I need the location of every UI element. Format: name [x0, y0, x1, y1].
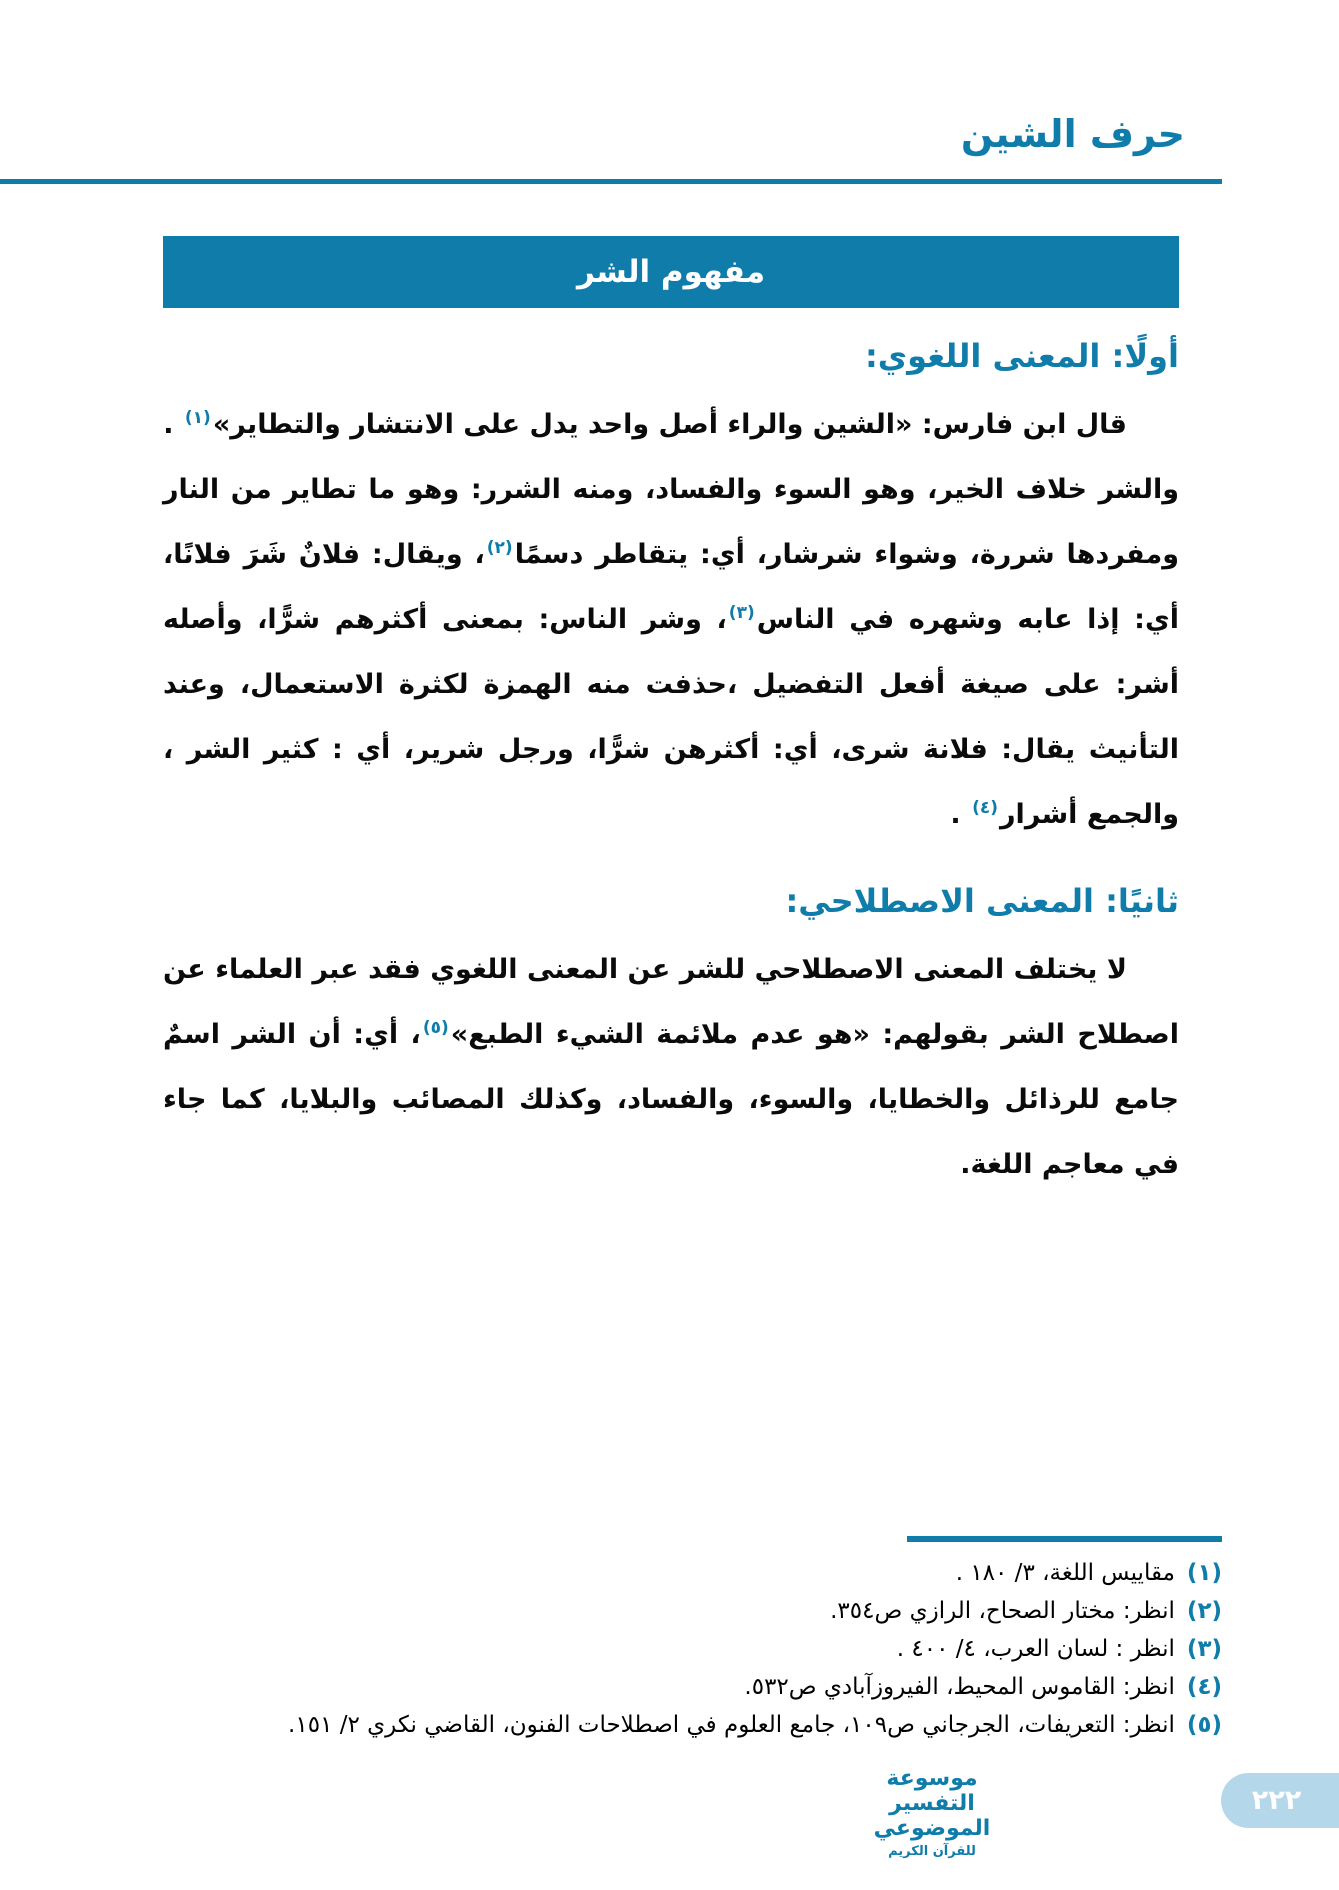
footnote-item — [160, 1554, 1222, 1592]
section-heading: أولًا: المعنى اللغوي: — [865, 337, 1179, 375]
page-content — [163, 330, 1179, 1197]
footnote-text: مقاييس اللغة، ٣/ ١٨٠ . — [955, 1560, 1175, 1586]
footnote-number: (٢) — [1186, 1598, 1222, 1624]
banner-title: مفهوم الشر — [577, 254, 766, 290]
footnote-item — [160, 1630, 1222, 1668]
footnote-ref: (٥) — [422, 1018, 449, 1038]
footnote-ref: (٤) — [972, 798, 999, 818]
footnote-text: انظر: التعريفات، الجرجاني ص١٠٩، جامع العلوم في اصطلاحات الفنون، القاضي نكري ٢/ ١٥١. — [288, 1712, 1175, 1738]
logo-subtitle: للقرآن الكريم — [888, 1844, 976, 1859]
chapter-heading: حرف الشين — [960, 112, 1185, 156]
footnote-text: انظر: القاموس المحيط، الفيروزآبادي ص٥٣٢. — [744, 1674, 1175, 1700]
footnote-number: (٣) — [1186, 1636, 1222, 1662]
header-divider — [0, 179, 1222, 184]
footnote-number: (٥) — [1186, 1712, 1222, 1738]
footnote-item — [160, 1668, 1222, 1706]
footnotes — [160, 1554, 1222, 1744]
footnote-number: (٤) — [1186, 1674, 1222, 1700]
page-number: ٢٢٢ — [1251, 1785, 1302, 1816]
section-banner — [163, 236, 1179, 308]
footnote-ref: (١) — [184, 408, 211, 428]
section-heading: ثانيًا: المعنى الاصطلاحي: — [785, 882, 1179, 920]
footnote-item — [160, 1706, 1222, 1744]
paragraph: والشر خلاف الخير، وهو السوء والفساد، ومنه الشرر: وهو ما تطاير من النار ومفردها شررة، وشواء شرشار، أي: يتقاطر دسمًا$^{(٢)}$، ويقال: فلانٌ شَرَ فلانًا، أي: إذا عابه وشهره في الناس$^{(٣)}$، وشر الناس: بمعنى أكثرهم شرًّا، وأصله أشر: على صيغة أفعل التفضيل ،حذفت منه الهمزة لكثرة الاستعمال، وعند التأنيث يقال: فلانة شرى، أي: أكثرهن شرًّا، ورجل شرير، أي : كثير الشر ، والجمع أشرار$^{(٤)}$ . — [163, 474, 1179, 830]
logo-title: موسوعة التفسير الموضوعي — [873, 1766, 991, 1841]
paragraph: لا يختلف المعنى الاصطلاحي للشر عن المعنى اللغوي فقد عبر العلماء عن اصطلاح الشر بقولهم: «هو عدم ملائمة الشيء الطبع»$^{(٥)}$، أي: أن الشر اسمٌ جامع للرذائل والخطايا، والسوء، والفساد، وكذلك المصائب والبلايا، كما جاء في معاجم اللغة. — [163, 954, 1179, 1180]
page-number-badge — [1221, 1773, 1339, 1828]
footnote-item — [160, 1592, 1222, 1630]
footnote-text: انظر: مختار الصحاح، الرازي ص٣٥٤. — [830, 1598, 1175, 1624]
footnote-divider — [907, 1536, 1222, 1542]
paragraph: قال ابن فارس: «الشين والراء أصل واحد يدل على الانتشار والتطاير»$^{(١)}$ . — [163, 408, 1127, 440]
footnote-text: انظر : لسان العرب، ٤/ ٤٠٠ . — [896, 1636, 1175, 1662]
footnote-number: (١) — [1186, 1560, 1222, 1586]
publisher-logo — [857, 1766, 1007, 1859]
footnote-ref: (٣) — [728, 603, 755, 623]
footnote-ref: (٢) — [486, 538, 513, 558]
